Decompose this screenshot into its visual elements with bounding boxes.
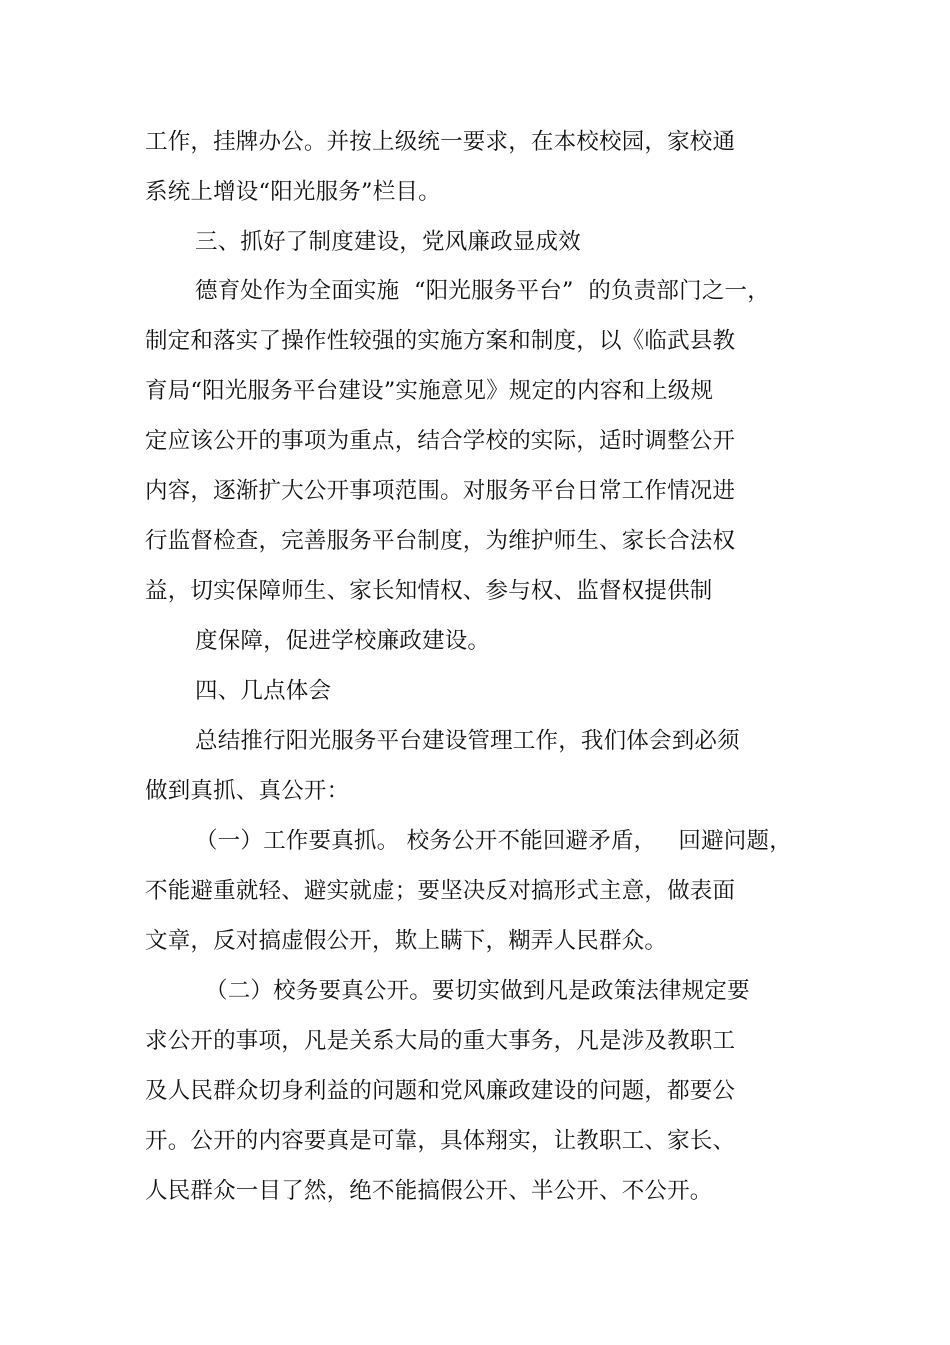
text-line: 人民群众一目了然，绝不能搞假公开、半公开、不公开。 xyxy=(145,1178,713,1204)
text-line: 定应该公开的事项为重点，结合学校的实际，适时调整公开 xyxy=(145,428,736,454)
text-line: 行监督检查，完善服务平台制度，为维护师生、家长合法权 xyxy=(145,528,736,554)
text-line: 文章，反对搞虚假公开，欺上瞒下，糊弄人民群众。 xyxy=(145,928,668,954)
text-line: 系统上增设“阳光服务”栏目。 xyxy=(145,179,441,205)
text-line: 益，切实保障师生、家长知情权、参与权、监督权提供制 xyxy=(145,578,713,604)
section-heading: 四、几点体会 xyxy=(195,678,332,704)
text-line: 及人民群众切身利益的问题和党风廉政建设的问题，都要公 xyxy=(145,1078,736,1104)
text-line: 开。公开的内容要真是可靠，具体翔实，让教职工、家长、 xyxy=(145,1128,736,1154)
text-line: 做到真抓、真公开： xyxy=(145,778,350,804)
text-line: （二）校务要真公开。要切实做到凡是政策法律规定要 xyxy=(205,978,750,1004)
text-line: 制定和落实了操作性较强的实施方案和制度，以《临武县教 xyxy=(145,328,736,354)
text-line: 总结推行阳光服务平台建设管理工作，我们体会到必须 xyxy=(195,728,740,754)
text-line: 求公开的事项，凡是关系大局的重大事务，凡是涉及教职工 xyxy=(145,1028,736,1054)
text-line: 育局“阳光服务平台建设”实施意见》规定的内容和上级规 xyxy=(145,378,714,404)
text-line: 内容，逐渐扩大公开事项范围。对服务平台日常工作情况进 xyxy=(145,478,736,504)
text-line: （一）工作要真抓。 校务公开不能回避矛盾， 回避问题， xyxy=(195,828,792,854)
text-line: 工作，挂牌办公。并按上级统一要求，在本校校园，家校通 xyxy=(145,129,736,155)
text-line: 德育处作为全面实施 “阳光服务平台” 的负责部门之一， xyxy=(195,278,770,304)
text-line: 不能避重就轻、避实就虚；要坚决反对搞形式主意，做表面 xyxy=(145,878,736,904)
text-line: 度保障，促进学校廉政建设。 xyxy=(195,628,491,654)
section-heading: 三、抓好了制度建设，党风廉政显成效 xyxy=(195,229,581,255)
